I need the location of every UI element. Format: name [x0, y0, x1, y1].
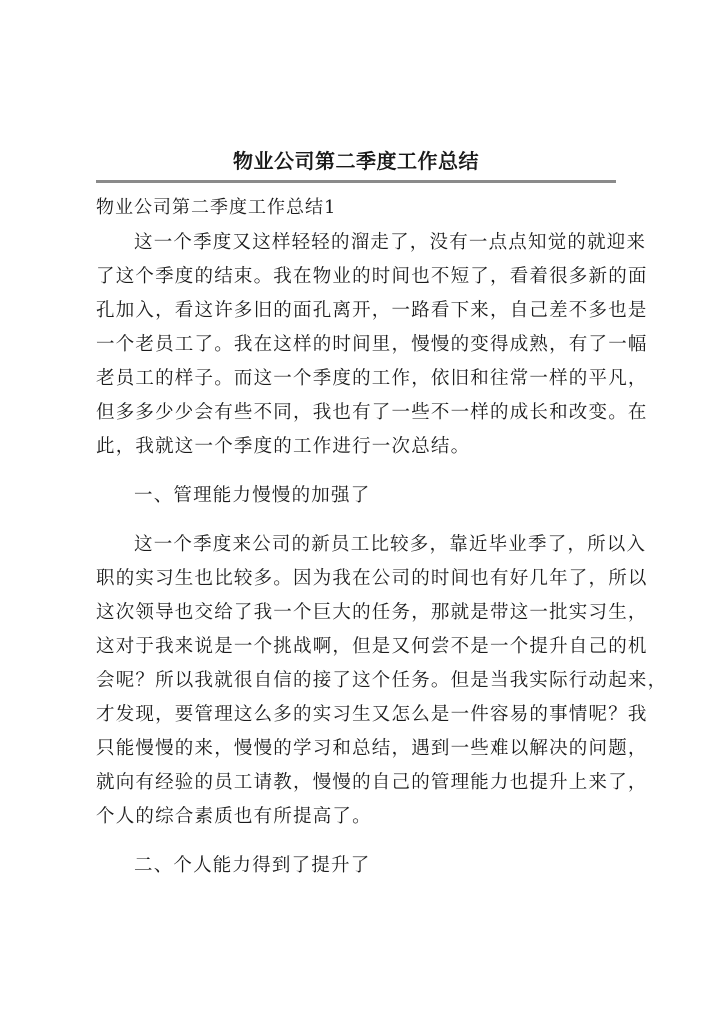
document-title: 物业公司第二季度工作总结: [233, 149, 479, 173]
paragraph-line: 一个老员工了。我在这样的时间里，慢慢的变得成熟，有了一幅: [96, 334, 648, 355]
paragraph-line: 孔加入，看这许多旧的面孔离开，一路看下来，自己差不多也是: [96, 300, 648, 321]
paragraph-line: 就向有经验的员工请教，慢慢的自己的管理能力也提升上来了，: [96, 772, 648, 793]
section-heading: 二、个人能力得到了提升了: [134, 855, 371, 876]
paragraph-line: 但多多少少会有些不同，我也有了一些不一样的成长和改变。在: [96, 402, 648, 423]
paragraph-line: 这一个季度来公司的新员工比较多，靠近毕业季了，所以入: [134, 534, 647, 555]
paragraph-line: 职的实习生也比较多。因为我在公司的时间也有好几年了，所以: [96, 568, 648, 589]
paragraph-line: 此，我就这一个季度的工作进行一次总结。: [96, 436, 471, 457]
section-heading: 一、管理能力慢慢的加强了: [134, 485, 371, 506]
document-subtitle: 物业公司第二季度工作总结1: [96, 197, 337, 218]
paragraph-line: 个人的综合素质也有所提高了。: [96, 806, 372, 827]
paragraph-line: 这一个季度又这样轻轻的溜走了，没有一点点知觉的就迎来: [134, 232, 647, 253]
title-divider: [96, 180, 616, 183]
paragraph-line: 这次领导也交给了我一个巨大的任务，那就是带这一批实习生，: [96, 602, 648, 623]
paragraph-line: 了这个季度的结束。我在物业的时间也不短了，看着很多新的面: [96, 266, 648, 287]
paragraph-line: 只能慢慢的来，慢慢的学习和总结，遇到一些难以解决的问题，: [96, 738, 648, 759]
paragraph-line: 老员工的样子。而这一个季度的工作，依旧和往常一样的平凡，: [96, 368, 648, 389]
paragraph-line: 会呢？所以我就很自信的接了这个任务。但是当我实际行动起来，: [96, 670, 668, 691]
paragraph-line: 才发现，要管理这么多的实习生又怎么是一件容易的事情呢？我: [96, 704, 648, 725]
paragraph-line: 这对于我来说是一个挑战啊，但是又何尝不是一个提升自己的机: [96, 636, 648, 657]
